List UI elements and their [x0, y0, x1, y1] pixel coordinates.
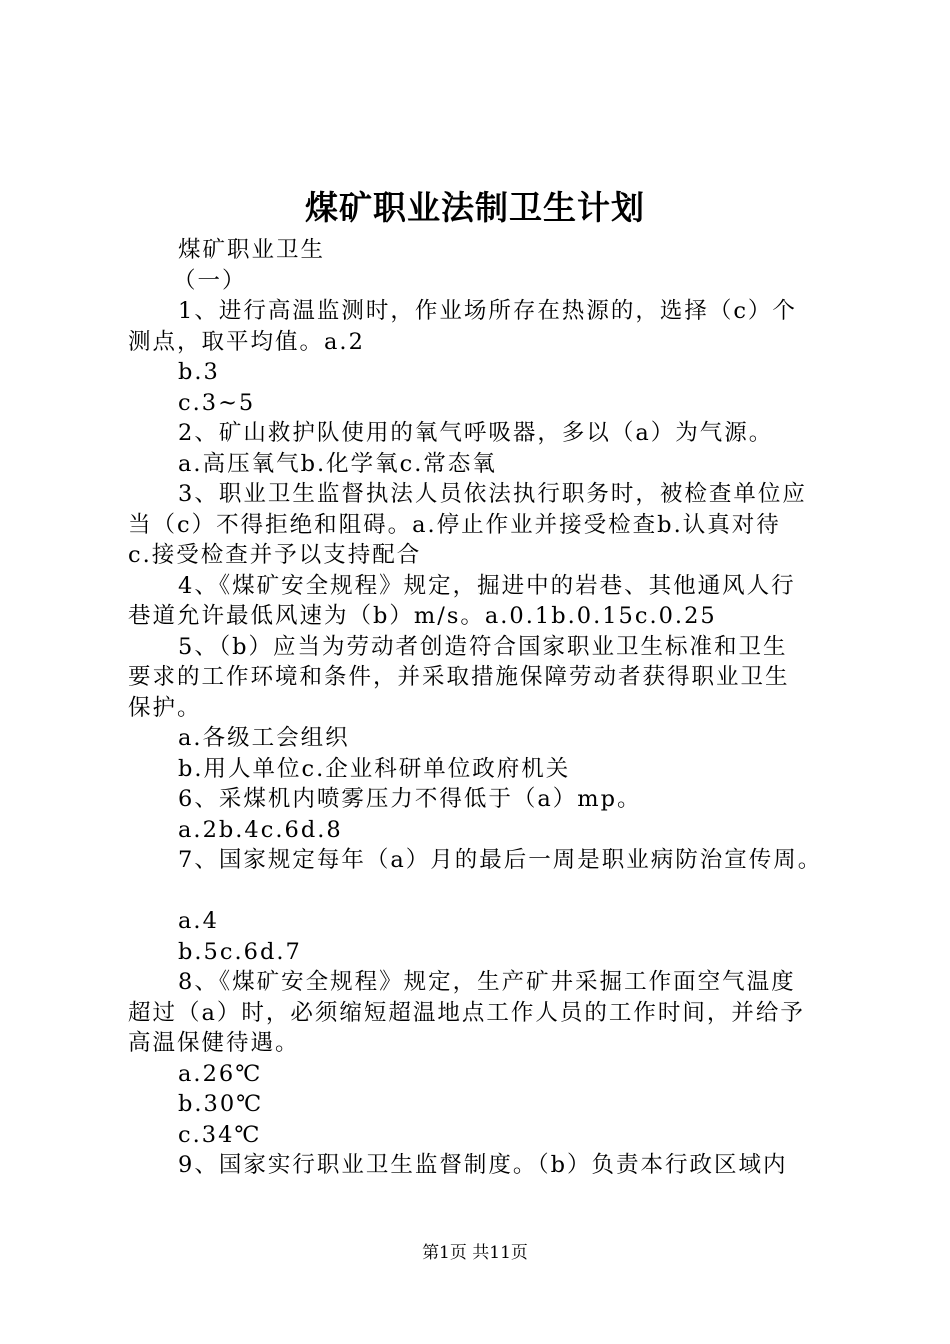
question-4-cont: 巷道允许最低风速为（b）m/s。a.0.1b.0.15c.0.25: [128, 603, 717, 629]
question-3: 3、职业卫生监督执法人员依法执行职务时，被检查单位应: [178, 481, 807, 507]
document-body: [128, 235, 848, 1181]
question-6: 6、采煤机内喷雾压力不得低于（a）mp。: [178, 786, 642, 812]
question-8-cont: 高温保健待遇。: [128, 1030, 300, 1056]
question-5-cont: 要求的工作环境和条件，并采取措施保障劳动者获得职业卫生: [128, 664, 790, 690]
option-line: b.3: [178, 359, 220, 385]
question-5-cont: 保护。: [128, 694, 202, 721]
document-title: 煤矿职业法制卫生计划: [305, 188, 645, 227]
question-8-cont: 超过（a）时，必须缩短超温地点工作人员的工作时间，并给予: [128, 999, 805, 1026]
question-4: 4、《煤矿安全规程》规定，掘进中的岩巷、其他通风人行: [178, 572, 796, 599]
option-line: b.5c.6d.7: [178, 938, 302, 965]
question-7: 7、国家规定每年（a）月的最后一周是职业病防治宣传周。: [178, 847, 823, 873]
question-8: 8、《煤矿安全规程》规定，生产矿井采掘工作面空气温度: [178, 969, 796, 995]
page-number-footer: 第1页 共11页: [422, 1243, 528, 1263]
blank-line: [128, 876, 848, 907]
question-3-cont: 当（c）不得拒绝和阻碍。a.停止作业并接受检查b.认真对待: [128, 511, 781, 538]
option-line: c.34℃: [178, 1121, 262, 1148]
option-line: a.高压氧气b.化学氧c.常态氧: [178, 450, 497, 477]
section-heading: 煤矿职业卫生: [178, 237, 326, 263]
option-line: a.各级工会组织: [178, 725, 350, 751]
option-line: a.4: [178, 908, 219, 934]
question-3-cont: c.接受检查并予以支持配合: [128, 542, 422, 568]
option-line: b.用人单位c.企业科研单位政府机关: [178, 755, 571, 782]
question-2: 2、矿山救护队使用的氧气呼吸器，多以（a）为气源。: [178, 420, 774, 446]
section-number: （一）: [173, 267, 247, 294]
option-line: c.3~5: [178, 389, 256, 416]
question-5: 5、（b）应当为劳动者创造符合国家职业卫生标准和卫生: [178, 633, 788, 660]
option-line: a.26℃: [178, 1060, 263, 1087]
option-line: b.30℃: [178, 1091, 264, 1117]
option-line: a.2b.4c.6d.8: [178, 816, 343, 843]
question-9: 9、国家实行职业卫生监督制度。（b）负责本行政区域内: [178, 1152, 788, 1178]
question-1: 1、进行高温监测时，作业场所存在热源的，选择（c）个: [178, 298, 797, 324]
question-1-cont: 测点，取平均值。a.2: [128, 328, 365, 355]
